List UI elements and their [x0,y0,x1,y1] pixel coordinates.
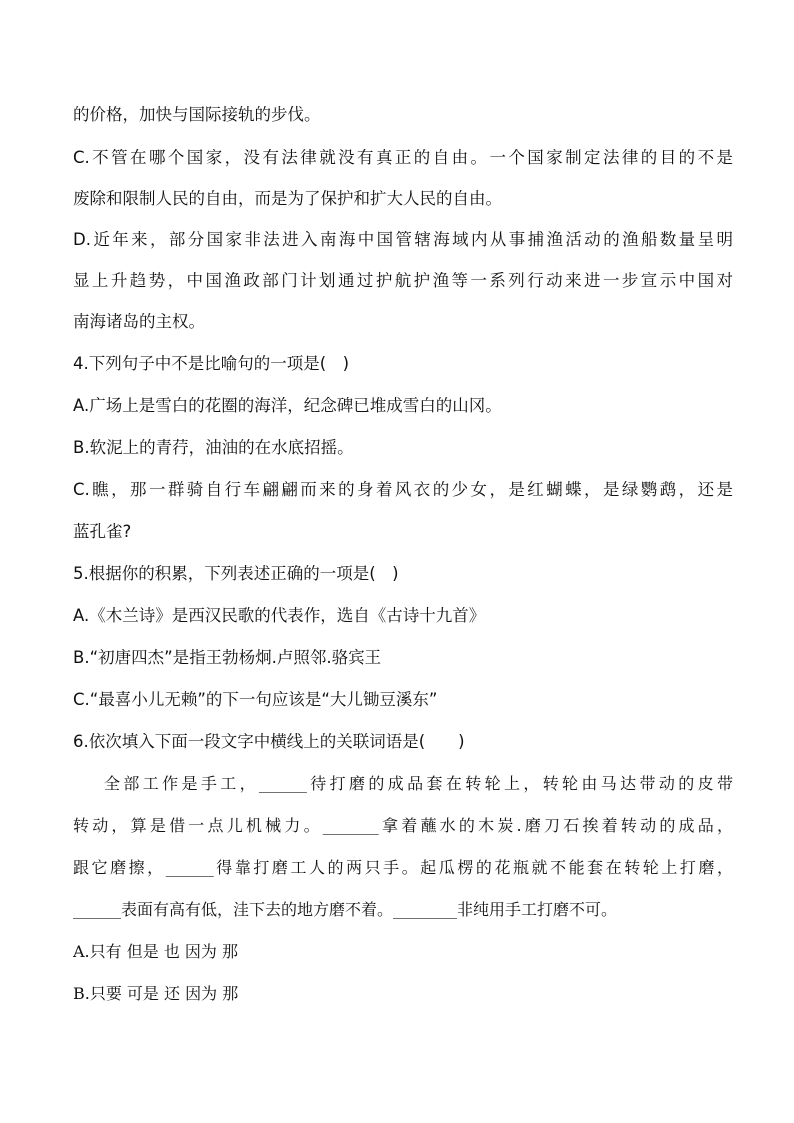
question-5-option-c: C.“最喜小儿无赖”的下一句应该是“大儿锄豆溪东” [73,690,438,709]
passage-line-3: 跟它磨擦，______得靠打磨工人的两只手。起瓜楞的花瓶就不能套在转轮上打磨， [73,858,733,877]
question-4-option-a: A.广场上是雪白的花圈的海洋，纪念碑已堆成雪白的山冈。 [73,396,502,415]
question-4-option-c-line-1: C.瞧，那一群骑自行车翩翩而来的身着风衣的少女，是红蝴蝶，是绿鹦鹉，还是 [73,480,733,499]
question-4-stem: 4.下列句子中不是比喻句的一项是( ) [73,354,350,373]
passage-line-1: 全部工作是手工，______待打磨的成品套在转轮上，转轮由马达带动的皮带 [104,774,733,793]
question-4-option-b: B.软泥上的青荇，油油的在水底招摇。 [73,438,354,457]
question-6-option-b: B.只要 可是 还 因为 那 [73,984,239,1003]
option-d-line-1: D.近年来，部分国家非法进入南海中国管辖海域内从事捕渔活动的渔船数量呈明 [73,230,733,249]
passage-line-2: 转动，算是借一点儿机械力。_______拿着蘸水的木炭.磨刀石挨着转动的成品， [73,816,733,835]
option-c-line-2: 废除和限制人民的自由，而是为了保护和扩大人民的自由。 [73,189,502,208]
passage-line-4: ______表面有高有低，洼下去的地方磨不着。________非纯用手工打磨不可。 [73,900,618,919]
question-6-option-a: A.只有 但是 也 因为 那 [73,942,238,961]
option-d-line-2: 显上升趋势，中国渔政部门计划通过护航护渔等一系列行动来进一步宣示中国对 [73,271,733,290]
question-5-option-a: A.《木兰诗》是西汉民歌的代表作，选自《古诗十九首》 [73,606,486,625]
question-6-stem: 6.依次填入下面一段文字中横线上的关联词语是( ) [73,732,465,751]
text-line-1: 的价格，加快与国际接轨的步伐。 [73,105,321,124]
question-5-option-b: B.“初唐四杰”是指王勃杨炯.卢照邻.骆宾王 [73,648,382,667]
option-d-line-3: 南海诸岛的主权。 [73,312,205,331]
question-5-stem: 5.根据你的积累，下列表述正确的一项是( ) [73,564,399,583]
question-4-option-c-line-2: 蓝孔雀? [73,522,132,541]
option-c-line-1: C.不管在哪个国家，没有法律就没有真正的自由。一个国家制定法律的目的不是 [73,148,733,167]
